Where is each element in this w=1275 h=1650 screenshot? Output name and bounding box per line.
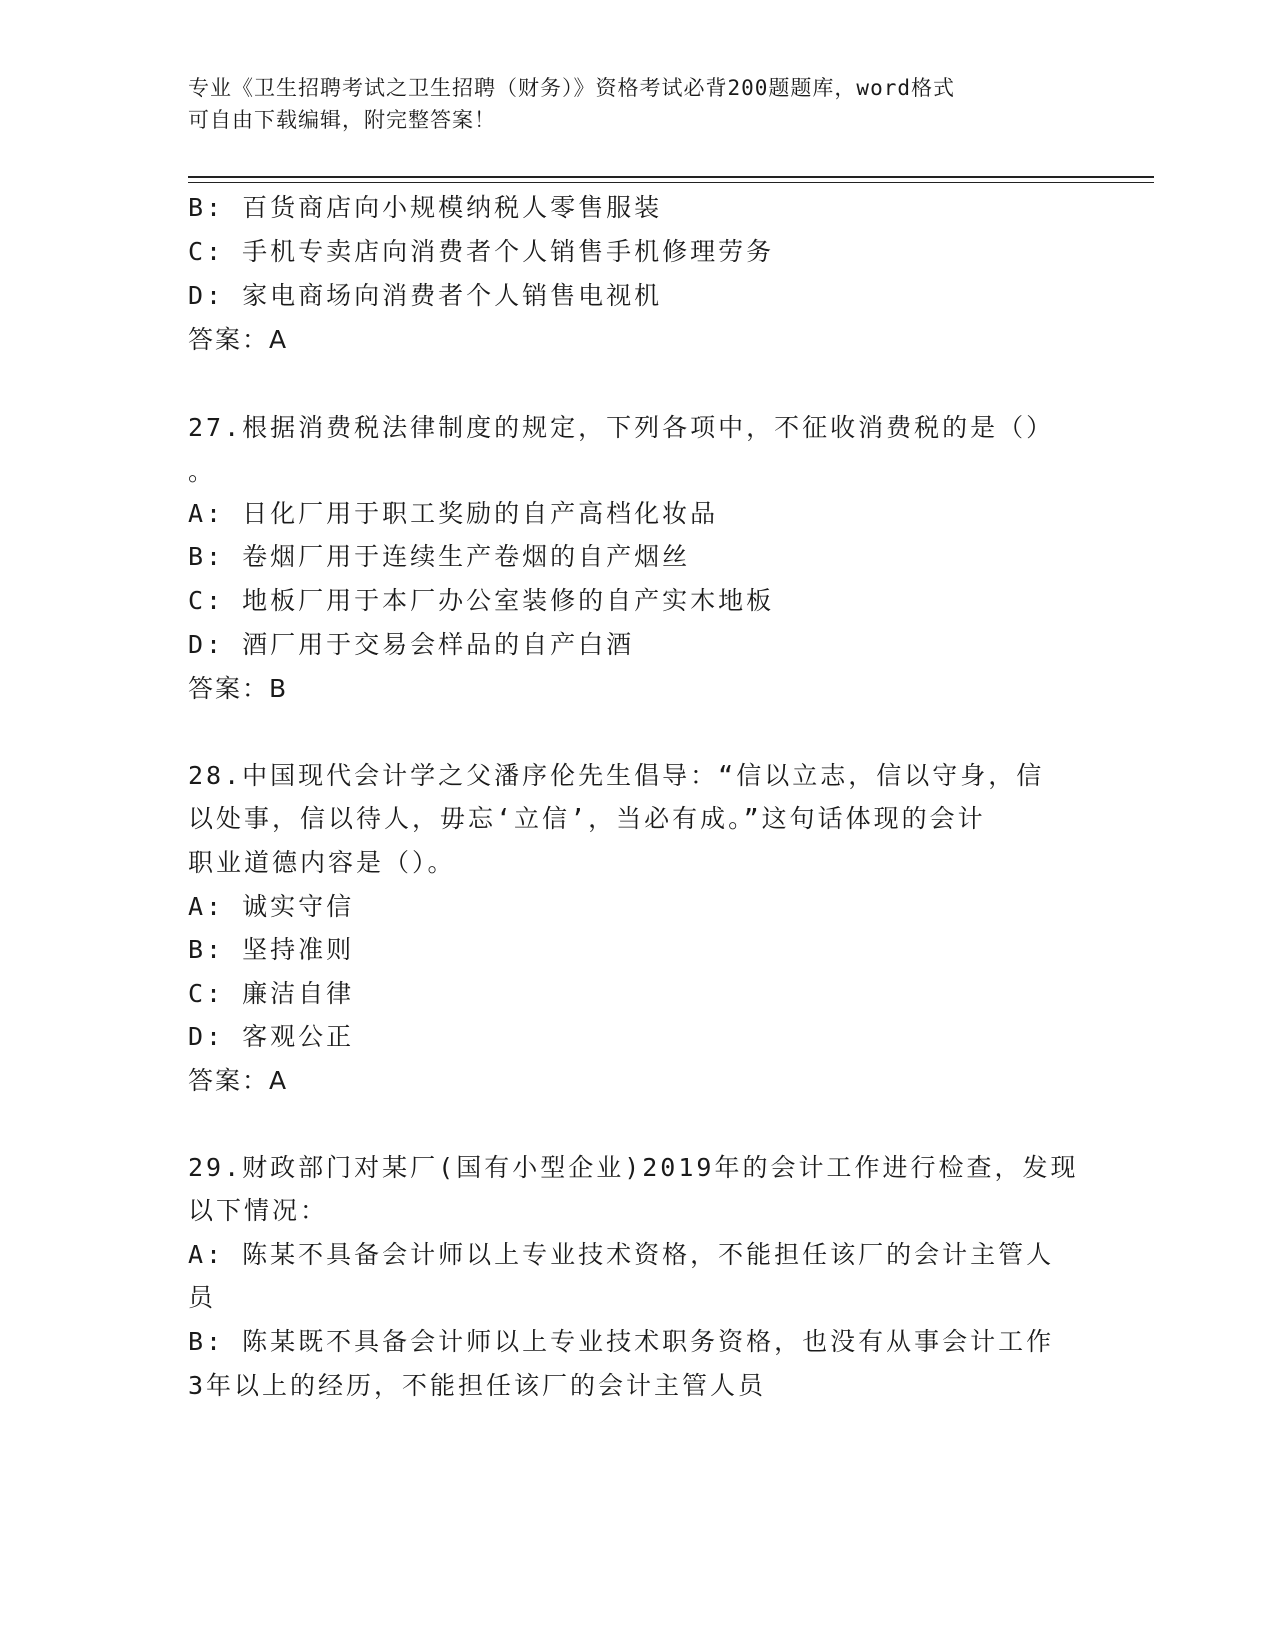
q27-option-a: A: 日化厂用于职工奖励的自产高档化妆品 xyxy=(188,499,719,528)
q29-option-a-line-1: A: 陈某不具备会计师以上专业技术资格，不能担任该厂的会计主管人 xyxy=(188,1240,1055,1269)
q26-option-b: B: 百货商店向小规模纳税人零售服装 xyxy=(188,193,663,222)
q28-stem-line-3: 职业道德内容是（）。 xyxy=(188,848,456,877)
q28-stem-line-1: 28.中国现代会计学之父潘序伦先生倡导：“信以立志，信以守身，信 xyxy=(188,761,1045,790)
q29-stem-line-2: 以下情况： xyxy=(188,1196,329,1225)
q28-stem-line-2: 以处事，信以待人，毋忘‘立信’，当必有成。”这句话体现的会计 xyxy=(188,804,986,833)
q28-option-d: D: 客观公正 xyxy=(188,1022,355,1051)
q27-stem-line-1: 27.根据消费税法律制度的规定，下列各项中，不征收消费税的是（） xyxy=(188,413,1055,442)
q28-answer: 答案：A xyxy=(188,1066,289,1095)
q29-stem-line-1: 29.财政部门对某厂(国有小型企业)2019年的会计工作进行检查，发现 xyxy=(188,1153,1079,1182)
q28-option-b: B: 坚持准则 xyxy=(188,935,355,964)
q27-option-c: C: 地板厂用于本厂办公室装修的自产实木地板 xyxy=(188,586,775,615)
q29-option-a-line-2: 员 xyxy=(188,1283,217,1312)
header-title-line-1: 专业《卫生招聘考试之卫生招聘（财务）》资格考试必背200题题库，word格式 xyxy=(188,76,955,100)
q26-option-c: C: 手机专卖店向消费者个人销售手机修理劳务 xyxy=(188,237,775,266)
q26-option-d: D: 家电商场向消费者个人销售电视机 xyxy=(188,281,663,310)
header-title-line-2: 可自由下载编辑，附完整答案！ xyxy=(188,108,496,132)
header-rule-thick xyxy=(188,176,1154,178)
q27-stem-line-2: 。 xyxy=(188,457,217,486)
q27-option-d: D: 酒厂用于交易会样品的自产白酒 xyxy=(188,630,635,659)
document-header xyxy=(188,72,1088,136)
q29-option-b-line-2: 3年以上的经历，不能担任该厂的会计主管人员 xyxy=(188,1371,767,1400)
header-rule-thin xyxy=(188,182,1154,183)
q28-option-c: C: 廉洁自律 xyxy=(188,979,355,1008)
q27-option-b: B: 卷烟厂用于连续生产卷烟的自产烟丝 xyxy=(188,542,691,571)
q28-option-a: A: 诚实守信 xyxy=(188,892,355,921)
q29-option-b-line-1: B: 陈某既不具备会计师以上专业技术职务资格，也没有从事会计工作 xyxy=(188,1327,1055,1356)
q27-answer: 答案：B xyxy=(188,674,289,703)
q26-answer: 答案：A xyxy=(188,325,289,354)
